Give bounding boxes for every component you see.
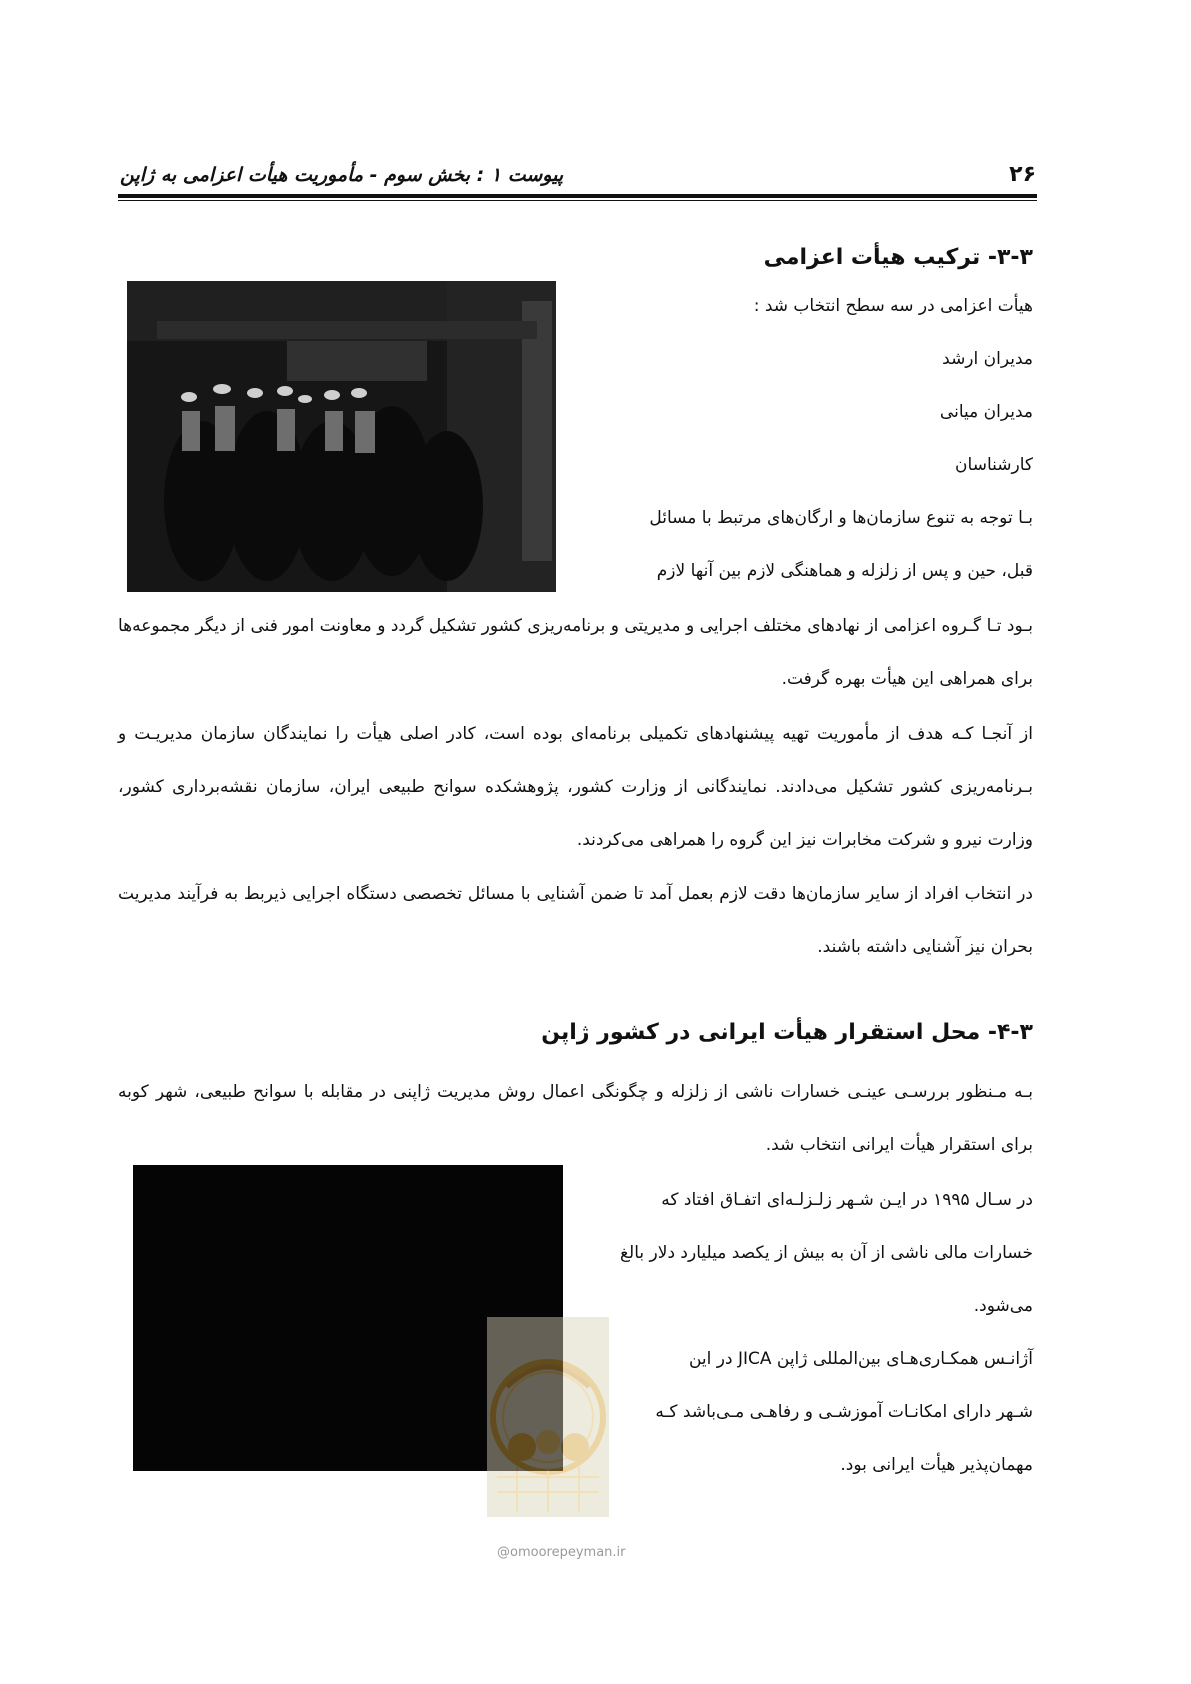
- section2-p3-line-1: آژانـس همکـاری‌هـای بین‌المللی ژاپن JICA در این: [688, 1349, 1033, 1369]
- section1-heading: ۳-۳- ترکیب هیأت اعزامی: [763, 245, 1033, 270]
- section-heading: [533, 245, 1033, 270]
- delegation-photo: [127, 281, 556, 592]
- section1-paragraph-3: در انتخاب افراد از سایر سازمان‌ها دقت لازم بعمل آمد تا ضمن آشنایی با مسائل تخصصی دستگاه اجرایی ذیربط به فرآیند مدیریت بحران نیز آشنایی داشته باشند.: [118, 884, 1033, 957]
- section1-intro: هیأت اعزامی در سه سطح انتخاب شد :: [753, 296, 1033, 316]
- page-number: ۲۶: [1009, 162, 1036, 187]
- section2-p3-line-3: مهمان‌پذیر هیأت ایرانی بود.: [840, 1455, 1033, 1475]
- section1-paragraph-2: از آنجـا کـه هدف از مأموریت تهیه پیشنهادهای تکمیلی برنامه‌ای بوده است، کادر اصلی هیأت را نمایندگان سازمان مدیریـت و بـرنامه‌ریزی کشور تشکیل می‌دادند. نمایندگانی از وزارت کشور، پژوهشکده سوانح طبیعی ایران، سازمان نقشه‌برداری کشور، وزارت نیرو و شرکت مخابرات نیز این گروه را همراهی می‌کردند.: [118, 724, 1033, 850]
- header-title: پیوست ۱ : بخش سوم - مأموریت هیأت اعزامی به ژاپن: [120, 164, 564, 186]
- section2-p2-line-2: خسارات مالی ناشی از آن به بیش از یکصد میلیارد دلار بالغ: [620, 1243, 1033, 1263]
- level-item-senior: مدیران ارشد: [942, 349, 1033, 369]
- section2-p2-line-3: می‌شود.: [973, 1296, 1033, 1316]
- section2-p2-line-1: در سـال ۱۹۹۵ در ایـن شـهر زلـزلـه‌ای اتفـاق افتاد که: [661, 1190, 1033, 1210]
- running-header: [120, 160, 1036, 198]
- section2-heading: ۴-۳- محل استقرار هیأت ایرانی در کشور ژاپن: [541, 1020, 1033, 1045]
- section2-p3-line-2: شـهر دارای امکانـات آموزشـی و رفاهـی مـی‌باشد کـه: [655, 1402, 1033, 1422]
- level-item-experts: کارشناسان: [955, 455, 1033, 475]
- header-rule-thin: [118, 200, 1037, 201]
- delegation-photo-graphic: [127, 281, 556, 592]
- section1-wrap-line-2: قبل، حین و پس از زلزله و هماهنگی لازم بین آنها لازم: [656, 561, 1033, 581]
- section2-heading-block: [433, 1020, 1033, 1045]
- watermark-url: @omoorepeyman.ir: [497, 1545, 626, 1560]
- section1-paragraph-1: بـود تـا گـروه اعزامی از نهادهای مختلف اجرایی و مدیریتی و برنامه‌ریزی کشور تشکیل گردد و معاونت امور فنی از دیگر مجموعه‌ها برای همراهی این هیأت بهره گرفت.: [118, 616, 1033, 689]
- section2-paragraph-1: بـه مـنظور بررسـی عینـی خسارات ناشی از زلزله و چگونگی اعمال روش مدیریت ژاپنی در مقابله با سوانح طبیعی، شهر کوبه برای استقرار هیأت ایرانی انتخاب شد.: [118, 1082, 1033, 1155]
- section1-wrap-line-1: بـا توجه به تنوع سازمان‌ها و ارگان‌های مرتبط با مسائل: [649, 508, 1033, 528]
- header-rule: [118, 194, 1037, 198]
- watermark-logo: [487, 1317, 609, 1517]
- level-item-middle: مدیران میانی: [939, 402, 1033, 422]
